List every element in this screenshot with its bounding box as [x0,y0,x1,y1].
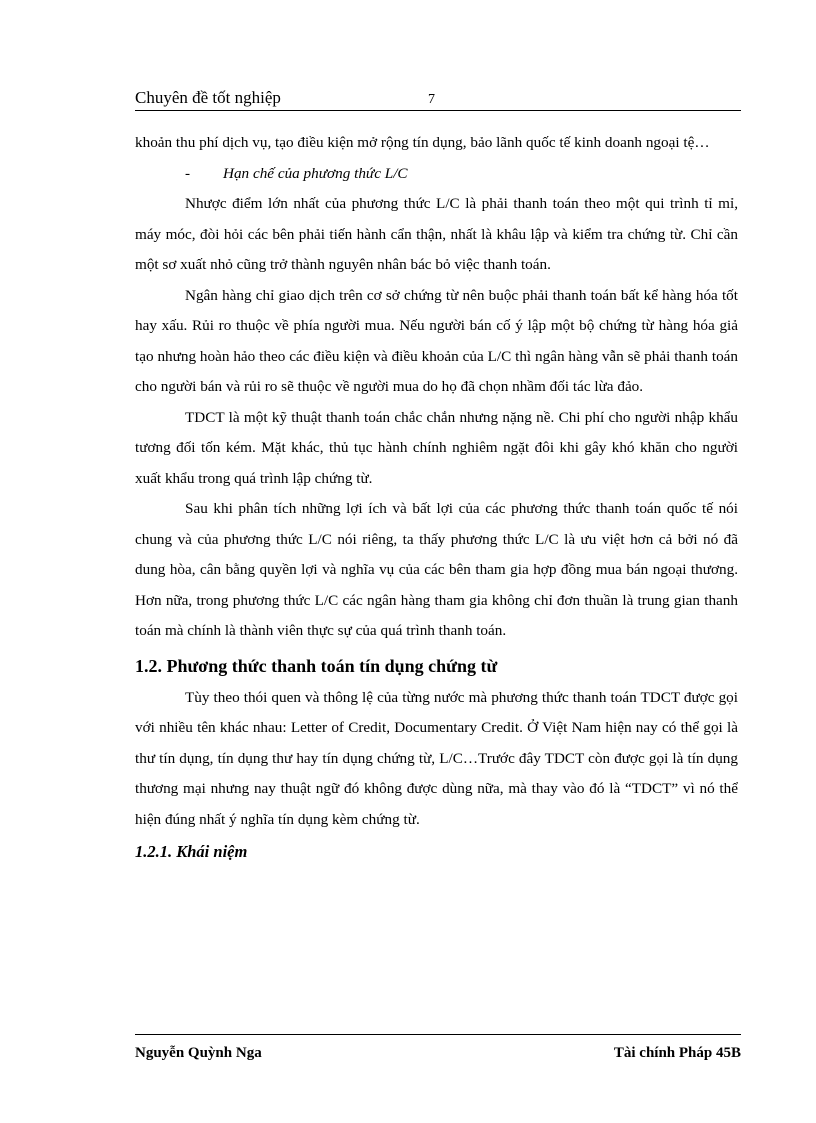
paragraph: Nhược điểm lớn nhất của phương thức L/C là phải thanh toán theo một qui trình tỉ mỉ, máy móc, đòi hỏi các bên phải tiến hành cẩn thận, nhất là khâu lập và kiểm tra chứng từ. Chỉ cần một sơ xuất nhỏ cũng trở thành nguyên nhân bác bỏ việc thanh toán. [135,195,738,273]
bullet-text: Hạn chế của phương thức L/C [223,164,408,182]
footer-author: Nguyễn Quỳnh Nga [135,1045,262,1061]
page-header [135,86,741,111]
page-footer [135,1034,741,1075]
document-body [135,128,738,867]
bullet-item [135,159,738,190]
paragraph-continuation: khoản thu phí dịch vụ, tạo điều kiện mở rộng tín dụng, bảo lãnh quốc tế kinh doanh ngoại tệ… [135,134,710,151]
subsection-heading: 1.2.1. Khái niệm [135,842,248,861]
bullet-dash: - [185,164,191,182]
header-title: Chuyên đề tốt nghiệp [135,88,281,107]
footer-class: Tài chính Pháp 45B [613,1045,741,1061]
paragraph: Sau khi phân tích những lợi ích và bất lợi của các phương thức thanh toán quốc tế nói chung và của phương thức L/C nói riêng, ta thấy phương thức L/C là ưu việt hơn cả bởi nó đã dung hòa, cân bằng quyền lợi và nghĩa vụ của các bên tham gia hợp đồng mua bán ngoại thương. Hơn nữa, trong phương thức L/C các ngân hàng tham gia không chỉ đơn thuần là trung gian thanh toán mà chính là thành viên thực sự của quá trình thanh toán. [135,500,738,639]
paragraph: Ngân hàng chỉ giao dịch trên cơ sở chứng từ nên buộc phải thanh toán bất kể hàng hóa tốt hay xấu. Rủi ro thuộc về phía người mua. Nếu người bán cố ý lập một bộ chứng từ hàng hóa giả tạo nhưng hoàn hảo theo các điều kiện và điều khoản của L/C thì ngân hàng vẫn sẽ phải thanh toán cho người bán và rủi ro sẽ thuộc về người mua do họ đã chọn nhầm đối tác lừa đảo. [135,286,738,395]
page-number: 7 [428,92,435,107]
paragraph: Tùy theo thói quen và thông lệ của từng nước mà phương thức thanh toán TDCT được gọi với nhiều tên khác nhau: Letter of Credit, Documentary Credit. Ở Việt Nam hiện nay có thể gọi là thư tín dụng, tín dụng thư hay tín dụng chứng từ, L/C…Trước đây TDCT còn được gọi là tín dụng thương mại nhưng nay thuật ngữ đó không được dùng nữa, mà thay vào đó là “TDCT” vì nó thể hiện đúng nhất ý nghĩa tín dụng kèm chứng từ. [135,688,738,828]
paragraph: TDCT là một kỹ thuật thanh toán chắc chắn nhưng nặng nề. Chi phí cho người nhập khẩu tương đối tốn kém. Mặt khác, thủ tục hành chính nghiêm ngặt đôi khi gây khó khăn cho người xuất khẩu trong quá trình lập chứng từ. [135,408,738,487]
section-heading: 1.2. Phương thức thanh toán tín dụng chứng từ [135,655,498,676]
